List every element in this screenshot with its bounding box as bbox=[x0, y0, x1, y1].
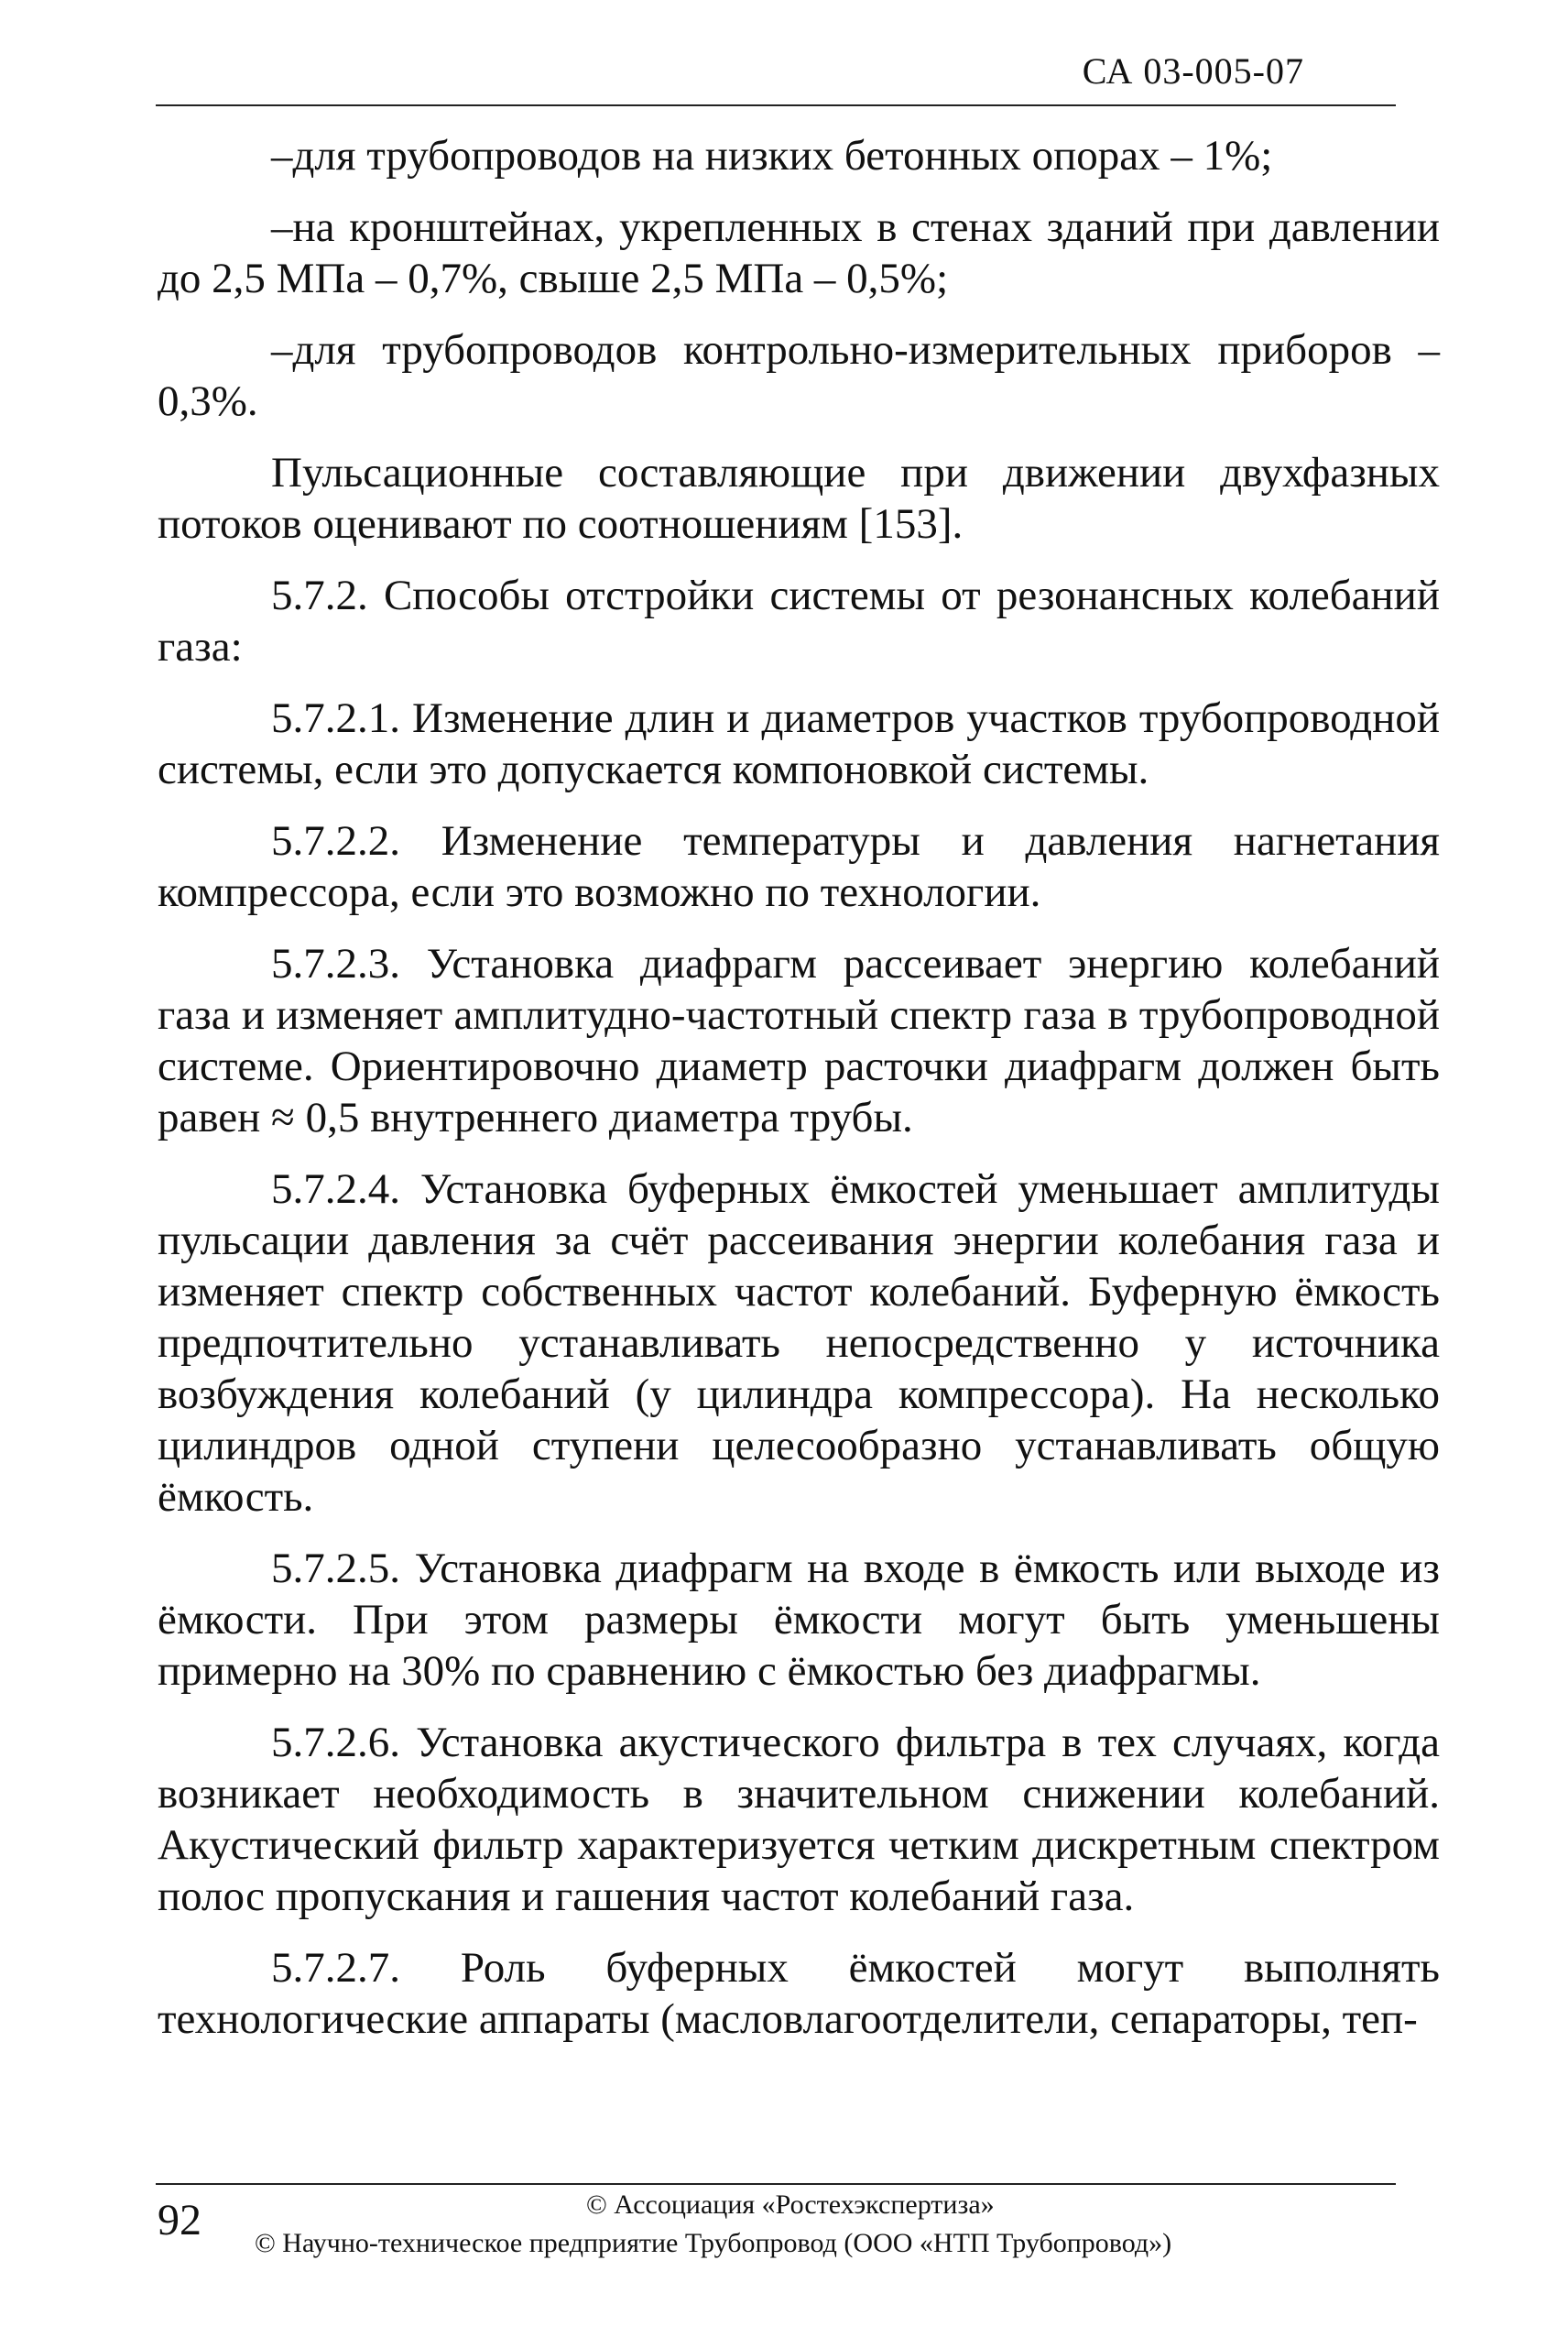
page-header bbox=[156, 44, 1396, 106]
section-5-7-2-5: 5.7.2.5. Установка диафрагм на входе в ёмкость или выходе из ёмкости. При этом размеры ёмкости могут быть уменьшены примерно на 30% по сравнению с ёмкостью без диафрагмы. bbox=[158, 1545, 1440, 1695]
footer-divider bbox=[156, 2183, 1396, 2185]
list-item-wall-brackets: –на кронштейнах, укрепленных в стенах зданий при давлении до 2,5 МПа – 0,7%, свыше 2,5 МПа – 0,5%; bbox=[158, 203, 1440, 302]
section-5-7-2-6: 5.7.2.6. Установка акустического фильтра в тех случаях, когда возникает необходимость в значительном снижении колебаний. Акустический фильтр характеризуется четким дискретным спектром полос пропускания и гашения частот колебаний газа. bbox=[158, 1719, 1440, 1920]
section-5-7-2-1: 5.7.2.1. Изменение длин и диаметров участков трубопроводной системы, если это допускается компоновкой системы. bbox=[158, 694, 1440, 793]
section-5-7-2-3: 5.7.2.3. Установка диафрагм рассеивает энергию колебаний газа и изменяет амплитудно-частотный спектр газа в трубопроводной системе. Ориентировочно диаметр расточки диафрагм должен быть равен ≈ 0,5 внутреннего диаметра трубы. bbox=[158, 940, 1440, 1141]
section-5-7-2: 5.7.2. Способы отстройки системы от резонансных колебаний газа: bbox=[158, 572, 1440, 671]
paragraph-pulsation-components: Пульсационные составляющие при движении двухфазных потоков оценивают по соотношениям [153]. bbox=[158, 449, 1440, 548]
list-item-low-concrete-supports: –для трубопроводов на низких бетонных опорах – 1%; bbox=[271, 132, 1273, 180]
section-5-7-2-4: 5.7.2.4. Установка буферных ёмкостей уменьшает амплитуды пульсации давления за счёт рассеивания энергии колебания газа и изменяет спектр собственных частот колебаний. Буферную ёмкость предпочтительно устанавливать непосредственно у источника возбуждения колебаний (у цилиндра компрессора). На несколько цилиндров одной ступени целесообразно устанавливать общую ёмкость. bbox=[158, 1165, 1440, 1521]
page-number: 92 bbox=[158, 2196, 201, 2244]
section-5-7-2-7: 5.7.2.7. Роль буферных ёмкостей могут выполнять технологические аппараты (масловлагоотделители, сепараторы, теп- bbox=[158, 1944, 1440, 2043]
footer-copyright-association: © Ассоциация «Ростехэкспертиза» bbox=[586, 2189, 995, 2220]
list-item-instrument-pipelines: –для трубопроводов контрольно-измерительных приборов – 0,3%. bbox=[158, 326, 1440, 425]
footer-copyright-enterprise: © Научно-техническое предприятие Трубопровод (ООО «НТП Трубопровод») bbox=[255, 2228, 1172, 2258]
section-5-7-2-2: 5.7.2.2. Изменение температуры и давления нагнетания компрессора, если это возможно по технологии. bbox=[158, 817, 1440, 916]
document-code: СА 03-005-07 bbox=[1082, 50, 1304, 92]
page-body bbox=[158, 130, 1440, 2065]
